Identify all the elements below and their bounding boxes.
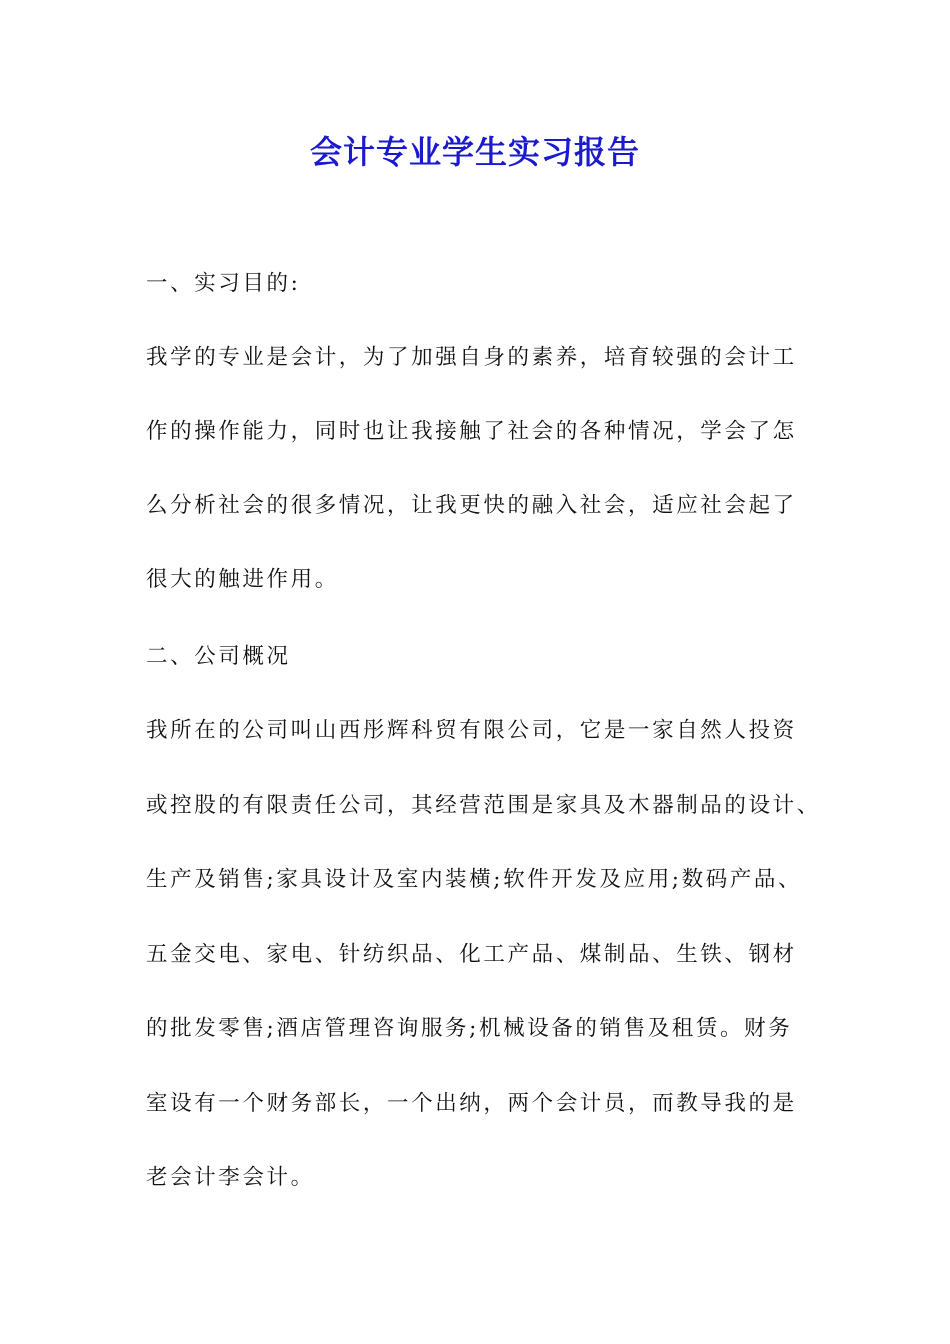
document-title: 会计专业学生实习报告 <box>309 133 640 171</box>
paragraph-line: 老会计李会计。 <box>146 1165 315 1190</box>
paragraph-line: 我学的专业是会计，为了加强自身的素养，培育较强的会计工 <box>146 345 797 370</box>
paragraph-line: 我所在的公司叫山西彤辉科贸有限公司，它是一家自然人投资 <box>146 718 797 743</box>
section-heading-company: 二、公司概况 <box>146 644 291 669</box>
paragraph-line: 的批发零售;酒店管理咨询服务;机械设备的销售及租赁。财务 <box>146 1016 793 1041</box>
paragraph-line: 生产及销售;家具设计及室内装横;软件开发及应用;数码产品、 <box>146 867 803 892</box>
paragraph-line: 么分析社会的很多情况，让我更快的融入社会，适应社会起了 <box>146 493 797 518</box>
paragraph-line: 五金交电、家电、针纺织品、化工产品、煤制品、生铁、钢材 <box>146 942 797 967</box>
paragraph-line: 作的操作能力，同时也让我接触了社会的各种情况，学会了怎 <box>146 419 797 444</box>
paragraph-line: 或控股的有限责任公司，其经营范围是家具及木器制品的设计、 <box>146 793 821 818</box>
paragraph-line: 室设有一个财务部长，一个出纳，两个会计员，而教导我的是 <box>146 1091 797 1116</box>
section-heading-purpose: 一、实习目的: <box>146 271 301 296</box>
paragraph-line: 很大的触进作用。 <box>146 567 339 592</box>
